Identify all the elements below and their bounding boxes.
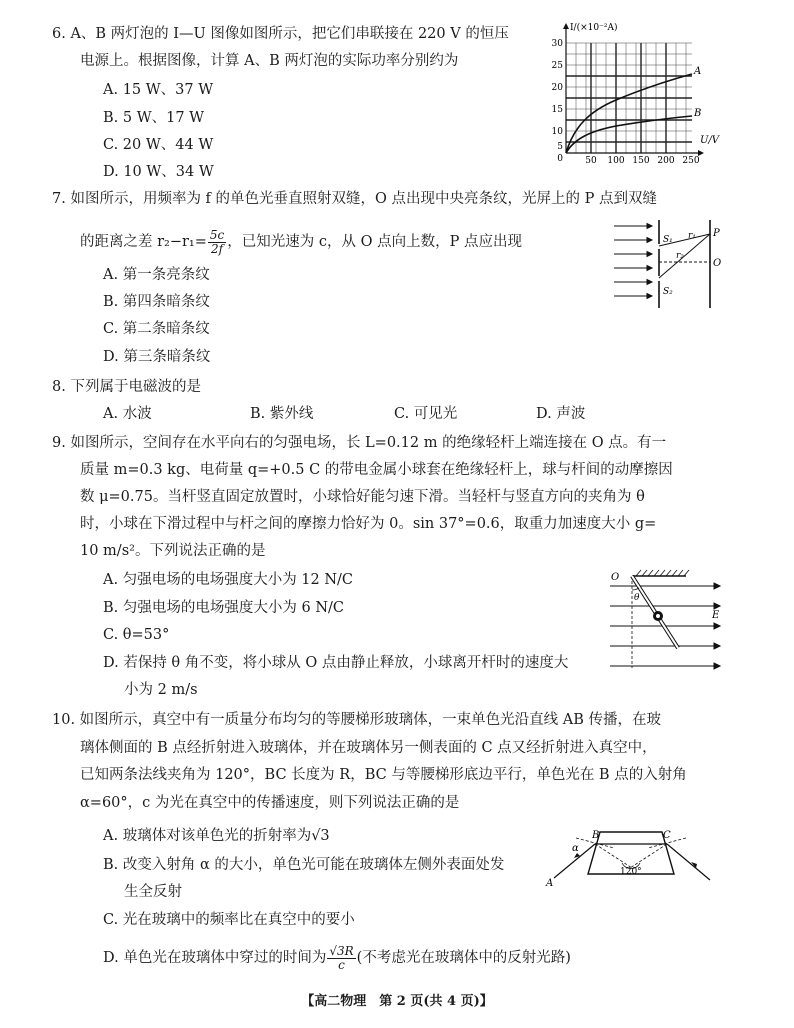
q10-a-label: A [546, 878, 554, 889]
q9-option-d-line1: D. 若保持 θ 角不变，将小球从 O 点由静止释放，小球离开杆时的速度大 [103, 655, 569, 671]
q9-e-label: E [712, 610, 720, 621]
q8-option-d: D. 声波 [536, 406, 586, 422]
q6-option-d: D. 10 W、34 W [103, 164, 214, 180]
q6-curve-a [566, 74, 692, 153]
q9-option-b: B. 匀强电场的电场强度大小为 6 N/C [103, 600, 344, 616]
page-footer: 【高二物理 第 2 页(共 4 页)】 [301, 994, 493, 1009]
q6-option-c: C. 20 W、44 W [103, 137, 214, 153]
q10-option-c: C. 光在玻璃中的频率比在真空中的要小 [103, 912, 355, 928]
q6-y-tick: 25 [551, 61, 563, 71]
q6-y-tick: 5 [557, 142, 563, 152]
q9-o-label: O [611, 572, 620, 583]
q8-option-b: B. 紫外线 [250, 406, 314, 422]
q7-option-c: C. 第二条暗条纹 [103, 321, 210, 337]
q6-y-axis-label: I/(×10⁻²A) [570, 23, 618, 33]
q10-time-fraction [327, 945, 355, 972]
q6-option-a: A. 15 W、37 W [103, 82, 214, 98]
q7-stem-line2-post: ，已知光速为 c，从 O 点向上数，P 点应出现 [227, 234, 522, 250]
q10-c-label: C [663, 830, 671, 841]
q10-option-a: A. 玻璃体对该单色光的折射率为√3 [103, 828, 330, 844]
q7-option-d: D. 第三条暗条纹 [103, 349, 211, 365]
q6-y-tick: 0 [557, 154, 563, 164]
q6-x-axis-label: U/V [700, 135, 720, 146]
q9-stem-line1: 9. 如图所示，空间存在水平向右的匀强电场，长 L=0.12 m 的绝缘轻杆上端连接在 O 点。有一 [52, 435, 667, 451]
q7-stem-line2 [80, 226, 522, 258]
q9-rod-field-figure [608, 566, 726, 672]
q6-y-tick: 30 [551, 39, 563, 49]
q7-option-a: A. 第一条亮条纹 [103, 267, 210, 283]
q10-option-b-line1: B. 改变入射角 α 的大小，单色光可能在玻璃体左侧外表面处发 [103, 857, 505, 873]
q7-double-slit-figure [612, 218, 722, 310]
q6-x-tick: 100 [607, 156, 625, 166]
q7-s1-label: S₁ [663, 235, 673, 245]
q6-curve-b [566, 116, 692, 153]
q10-option-d [103, 942, 571, 974]
q9-option-c: C. θ=53° [103, 627, 170, 643]
q7-o-label: O [713, 258, 722, 269]
q7-fraction-numerator: 5c [209, 227, 225, 242]
q8-stem: 8. 下列属于电磁波的是 [52, 379, 201, 395]
q9-stem-line4: 时，小球在下滑过程中与杆之间的摩擦力恰好为 0。sin 37°=0.6，取重力加速度大小 g= [80, 516, 657, 532]
q9-option-a: A. 匀强电场的电场强度大小为 12 N/C [103, 572, 354, 588]
q7-s2-label: S₂ [663, 287, 673, 297]
q6-x-tick: 200 [657, 156, 675, 166]
q10-stem-line2: 璃体侧面的 B 点经折射进入玻璃体，并在玻璃体另一侧表面的 C 点又经折射进入真空中， [80, 740, 657, 756]
q7-stem-line1: 7. 如图所示，用频率为 f 的单色光垂直照射双缝，O 点出现中央亮条纹，光屏上的 P 点到双缝 [52, 191, 657, 207]
q9-stem-line3: 数 μ=0.75。当杆竖直固定放置时，小球恰好能匀速下滑。当轻杆与竖直方向的夹角为 θ [80, 489, 645, 505]
q10-stem-line4: α=60°，c 为光在真空中的传播速度，则下列说法正确的是 [80, 795, 460, 811]
q9-theta-label: θ [634, 593, 640, 603]
q10-fraction-denominator: c [338, 957, 345, 972]
q9-stem-line2: 质量 m=0.3 kg、电荷量 q=+0.5 C 的带电金属小球套在绝缘轻杆上，球与杆间的动摩擦因 [80, 462, 673, 478]
q6-stem-line1: 6. A、B 两灯泡的 I—U 图像如图所示，把它们串联接在 220 V 的恒压 [52, 26, 509, 42]
q10-option-d-post: (不考虑光在玻璃体中的反射光路) [356, 950, 571, 966]
q10-fraction-numerator: √3R [329, 943, 354, 958]
q6-y-tick: 15 [551, 105, 563, 115]
q7-stem-line2-pre: 的距离之差 r₂−r₁= [80, 234, 207, 250]
q6-option-b: B. 5 W、17 W [103, 110, 205, 126]
q6-stem-line2: 电源上。根据图像，计算 A、B 两灯泡的实际功率分别约为 [80, 53, 459, 69]
q7-path-difference-fraction [208, 229, 226, 256]
q10-angle-label: 120° [620, 867, 642, 877]
q7-p-label: P [713, 228, 720, 239]
q6-curve-b-label: B [694, 108, 702, 119]
q10-trapezoid-glass-figure [536, 818, 726, 890]
q7-fraction-denominator: 2f [211, 241, 224, 256]
q6-x-tick: 150 [632, 156, 650, 166]
q10-b-label: B [592, 830, 600, 841]
q6-curve-a-label: A [694, 66, 702, 77]
q10-option-b-line2: 生全反射 [124, 884, 182, 900]
q7-option-b: B. 第四条暗条纹 [103, 294, 210, 310]
q6-iu-graph [540, 18, 720, 166]
q8-option-c: C. 可见光 [394, 406, 458, 422]
q10-alpha-label: α [572, 843, 579, 854]
q6-x-tick: 250 [682, 156, 700, 166]
q9-option-d-line2: 小为 2 m/s [124, 682, 198, 698]
q8-option-a: A. 水波 [103, 406, 152, 422]
q6-x-tick: 50 [585, 156, 597, 166]
q10-stem-line3: 已知两条法线夹角为 120°，BC 长度为 R，BC 与等腰梯形底边平行，单色光在 B 点的入射角 [80, 767, 687, 783]
q7-r2-label: r₂ [676, 251, 684, 261]
q6-y-tick: 20 [551, 83, 563, 93]
q10-stem-line1: 10. 如图所示，真空中有一质量分布均匀的等腰梯形玻璃体，一束单色光沿直线 AB 传播，在玻 [52, 712, 662, 728]
q7-r1-label: r₁ [688, 231, 696, 241]
q6-y-tick: 10 [551, 127, 563, 137]
q10-option-d-pre: D. 单色光在玻璃体中穿过的时间为 [103, 950, 327, 966]
q9-stem-line5: 10 m/s²。下列说法正确的是 [80, 543, 266, 559]
